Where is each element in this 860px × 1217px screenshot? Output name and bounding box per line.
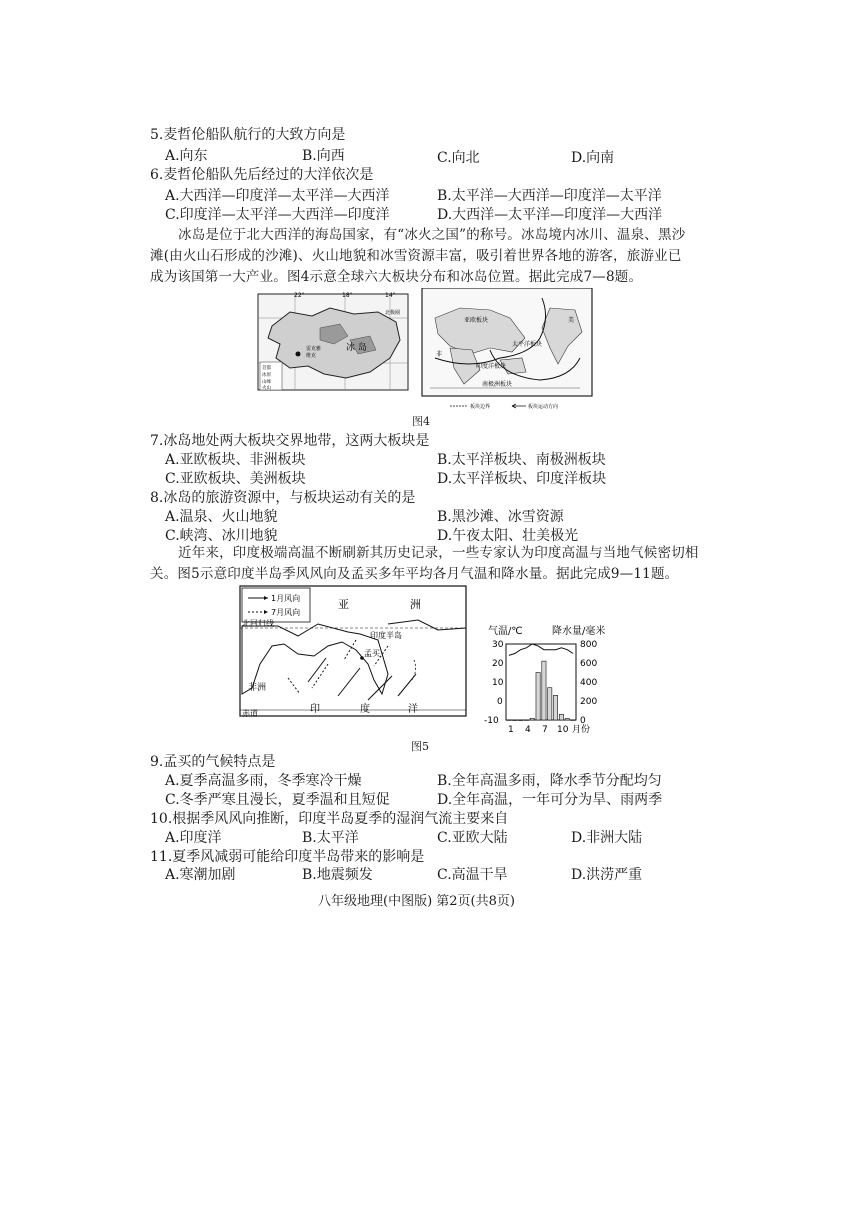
x-tick-4: 4 — [525, 725, 531, 735]
q10-option-c: C.亚欧大陆 — [437, 830, 508, 846]
precip-bar-4 — [524, 720, 528, 721]
left-tick-20: 20 — [492, 659, 504, 669]
antarctic-plate-label: 南极洲板块 — [482, 381, 513, 388]
precip-bar-2 — [513, 720, 517, 721]
pacific-plate-label: 太平洋板块 — [512, 341, 543, 348]
eurasian-plate-label: 亚欧板块 — [464, 317, 489, 324]
indian-ocean-label-2: 度 — [360, 704, 370, 715]
q8-option-a: A.温泉、火山地貌 — [165, 509, 278, 525]
page-footer: 八年级地理(中图版) 第2页(共8页) — [318, 894, 515, 909]
africa-label: 非洲 — [248, 683, 267, 693]
passage1-line-1: 冰岛是位于北大西洋的海岛国家，有“冰火之国”的称号。冰岛境内冰川、温泉、黑沙 — [178, 227, 686, 243]
indian-peninsula-label: 印度半岛 — [370, 631, 402, 640]
left-tick-0: 0 — [497, 697, 503, 707]
precip-bar-6 — [536, 673, 540, 721]
passage1-line-2: 滩(由火山石形成的沙滩)、火山地貌和冰雪资源丰富，吸引着世界各地的游客，旅游业已 — [150, 248, 682, 264]
q8-stem: 8.冰岛的旅游资源中，与板块运动有关的是 — [150, 490, 416, 506]
precip-bar-9 — [553, 695, 557, 720]
asia-label-2: 洲 — [410, 598, 421, 611]
q10-stem: 10.根据季风风向推断，印度半岛夏季的湿润气流主要来自 — [150, 811, 509, 827]
precip-axis-label: 降水量/毫米 — [552, 626, 606, 637]
q5-option-a: A.向东 — [165, 148, 208, 164]
legend-capital: 首都 — [262, 366, 271, 371]
legend-jul-wind: 7月风向 — [271, 608, 301, 617]
precip-bar-10 — [559, 714, 563, 720]
q5-option-c: C.向北 — [437, 150, 480, 166]
q10-option-d: D.非洲大陆 — [571, 830, 643, 846]
q9-option-b: B.全年高温多雨，降水季节分配均匀 — [437, 773, 662, 789]
q9-option-d: D.全年高温，一年可分为旱、雨两季 — [437, 792, 663, 808]
left-tick-30: 30 — [492, 640, 504, 650]
iceland-label: 冰 岛 — [346, 343, 367, 353]
legend-motion: 板块运动方向 — [528, 404, 559, 410]
q6-stem: 6.麦哲伦船队先后经过的大洋依次是 — [150, 167, 374, 183]
reykjavik-label-2: 维克 — [306, 353, 317, 359]
q9-option-a: A.夏季高温多雨，冬季寒冷干燥 — [165, 773, 362, 789]
right-tick-800: 800 — [580, 640, 598, 650]
precip-bar-11 — [565, 719, 569, 720]
figure-5-monsoon-map — [238, 584, 468, 736]
q5-option-b: B.向西 — [302, 148, 345, 164]
american-plate-label: 美 — [568, 317, 575, 324]
q6-option-a: A.大西洋—印度洋—太平洋—大西洋 — [165, 188, 390, 204]
precip-bar-7 — [542, 661, 546, 720]
legend-peak: 山峰 — [262, 380, 271, 385]
tropic-of-cancer-label: 北回归线 — [242, 619, 274, 628]
left-tick-neg10: -10 — [484, 716, 499, 726]
figure-5-caption: 图5 — [411, 740, 429, 753]
asia-label-1: 亚 — [338, 598, 349, 611]
precip-bar-3 — [518, 720, 522, 721]
iceland-map — [258, 292, 408, 391]
q9-stem: 9.孟买的气候特点是 — [150, 754, 276, 770]
q7-option-b: B.太平洋板块、南极洲板块 — [437, 452, 606, 468]
q8-option-c: C.峡湾、冰川地貌 — [165, 528, 278, 544]
q7-option-a: A.亚欧板块、非洲板块 — [165, 452, 306, 468]
legend-jan-wind: 1月风向 — [271, 594, 301, 603]
mumbai-label: 孟买 — [364, 649, 380, 658]
indian-plate-label: 印度洋板块 — [476, 363, 507, 370]
plates-map — [422, 288, 592, 410]
q10-option-b: B.太平洋 — [302, 830, 359, 846]
lon-label-22: 22° — [294, 292, 305, 299]
right-tick-200: 200 — [580, 697, 598, 707]
left-tick-10: 10 — [492, 678, 504, 688]
passage2-line-2: 关。图5示意印度半岛季风风向及孟买多年平均各月气温和降水量。据此完成9—11题。 — [150, 566, 679, 582]
legend-volcano: 火山 — [262, 386, 271, 391]
q6-option-c: C.印度洋—太平洋—大西洋—印度洋 — [165, 207, 390, 223]
precip-bar-12 — [571, 720, 575, 721]
q11-stem: 11.夏季风减弱可能给印度半岛带来的影响是 — [150, 849, 425, 865]
reykjavik-label-1: 雷克雅 — [306, 346, 322, 352]
right-tick-0: 0 — [580, 716, 586, 726]
right-tick-400: 400 — [580, 678, 598, 688]
q7-option-d: D.太平洋板块、印度洋板块 — [437, 471, 607, 487]
lon-label-14: 14° — [385, 292, 396, 299]
q10-option-a: A.印度洋 — [165, 830, 222, 846]
q7-stem: 7.冰岛地处两大板块交界地带，这两大板块是 — [150, 433, 430, 449]
figure-4-caption: 图4 — [412, 415, 430, 428]
african-plate-label: 非 — [436, 351, 443, 358]
q11-option-a: A.寒潮加剧 — [165, 867, 236, 883]
q8-option-b: B.黑沙滩、冰雪资源 — [437, 509, 564, 525]
precip-bar-8 — [548, 688, 552, 720]
lon-label-18: 18° — [342, 292, 353, 299]
q9-option-c: C.冬季严寒且漫长，夏季温和且短促 — [165, 792, 390, 808]
arctic-circle-label: 北极圈 — [385, 310, 401, 316]
q5-option-d: D.向南 — [571, 150, 615, 166]
mumbai-climate-chart — [470, 624, 670, 736]
q11-option-c: C.高温干旱 — [437, 867, 508, 883]
x-tick-10: 10 — [557, 725, 569, 735]
passage2-line-1: 近年来，印度极端高温不断刷新其历史记录，一些专家认为印度高温与当地气候密切相 — [178, 545, 699, 561]
x-tick-1: 1 — [508, 725, 514, 735]
legend-boundary: 板块边界 — [470, 404, 491, 410]
legend-icefield: 冰原 — [262, 373, 271, 378]
q6-option-d: D.大西洋—太平洋—印度洋—大西洋 — [437, 207, 663, 223]
plot-area — [506, 644, 576, 720]
mumbai-marker — [360, 656, 364, 660]
indian-ocean-label-1: 印 — [310, 704, 320, 715]
indian-ocean-label-3: 洋 — [408, 704, 418, 715]
x-tick-7: 7 — [542, 725, 548, 735]
q7-option-c: C.亚欧板块、美洲板块 — [165, 471, 306, 487]
precip-bar-5 — [530, 718, 534, 720]
x-unit-label: 月份 — [572, 725, 591, 735]
right-tick-600: 600 — [580, 659, 598, 669]
q5-stem: 5.麦哲伦船队航行的大致方向是 — [150, 127, 346, 143]
q11-option-b: B.地震频发 — [302, 867, 373, 883]
figure-4 — [250, 288, 600, 414]
q11-option-d: D.洪涝严重 — [571, 867, 643, 883]
passage1-line-3: 成为该国第一大产业。图4示意全球六大板块分布和冰岛位置。据此完成7—8题。 — [150, 269, 643, 285]
equator-label: 赤道 — [242, 709, 258, 718]
capital-marker — [296, 352, 301, 357]
precip-bar-1 — [507, 720, 511, 721]
q6-option-b: B.太平洋—大西洋—印度洋—太平洋 — [437, 188, 662, 204]
temp-axis-label: 气温/℃ — [488, 626, 523, 637]
q8-option-d: D.午夜太阳、壮美极光 — [437, 528, 579, 544]
